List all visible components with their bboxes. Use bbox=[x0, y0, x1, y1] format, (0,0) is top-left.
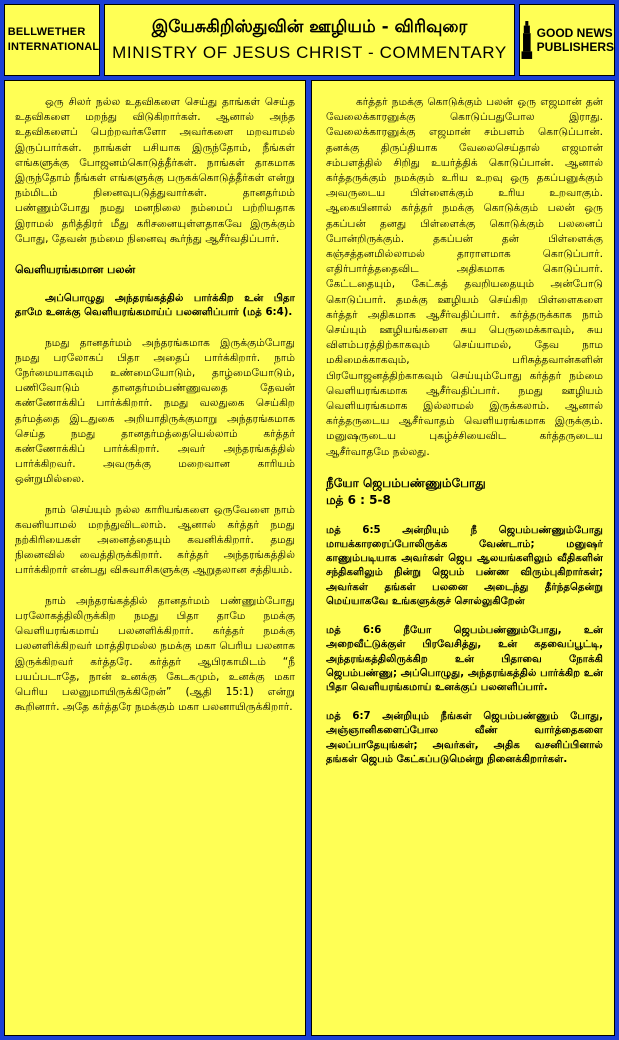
bellwether-logo bbox=[4, 4, 100, 76]
verse-quote: மத் 6:5 அன்றியும் நீ ஜெபம்பண்ணும்போது மாயக்காரரைப்போலிருக்க வேண்டாம்; மனுஷர் காணும்படியாக அவர்கள் ஜெப ஆலயங்களிலும் வீதிகளின் சந்திகளிலும் நின்று ஜெபம் பண்ண விரும்புகிறார்கள்; அவர்கள் தங்கள் பலனை அடைந்து தீர்ந்ததென்று மெய்யாகவே உங்களுக்குச் சொல்லுகிறேன் bbox=[326, 524, 603, 607]
right-column bbox=[311, 80, 615, 1036]
paragraph: நாம் செய்யும் நல்ல காரியங்களை ஒருவேளை நாம் கவனியாமல் மறந்துவிடலாம். ஆனால் கர்த்தர் நமது நற்கிரியைகள் அனைத்தையும் கவனிக்கிறார். தமது நினைவில் வைத்திருக்கிறார். கர்த்தர் அந்தரங்கத்தில் பார்க்கிறார் என்பது விசுவாசிகளுக்கு ஆறுதலான சத்தியம். bbox=[15, 503, 295, 577]
good-news-logo bbox=[519, 4, 615, 76]
scripture-reference: மத் 6 : 5-8 bbox=[326, 492, 391, 507]
page-header bbox=[4, 4, 615, 76]
bellwether-logo-text: BELLWETHER INTERNATIONAL bbox=[7, 26, 100, 53]
verse-quote: மத் 6:6 நீயோ ஜெபம்பண்ணும்போது, உன் அறைவீட்டுக்குள் பிரவேசித்து, உன் கதவைப்பூட்டி, அந்தரங்கத்திலிருக்கிற உன் பிதாவை நோக்கி ஜெபம்பண்ணு; அப்பொழுது, அந்தரங்கத்தில் பார்க்கிற உன் பிதா வெளியரங்கமாய் உனக்குப் பலனளிப்பார். bbox=[326, 625, 603, 693]
paragraph: நமது தானதர்மம் அந்தரங்கமாக இருக்கும்போது நமது பரலோகப் பிதா அதைப் பார்க்கிறார். நாம் நேர்மையாகவும் உண்மையோடும், தாழ்மையோடும், பணிவோடும் தானதர்மம்பண்ணுவதை தேவன் கண்ணோக்கிப் பார்க்கிறார். நமது வலதுகை செய்கிற தர்மத்தை இடதுகை அறியாதிருக்குமாறு அந்தரங்கமாக செய்த நமது தானதர்மத்தையெல்லாம் கர்த்தர் கண்ணோக்கிப் பார்க்கிறார். அவர் அந்தரங்கத்தில் பார்க்கிறவர். அவருக்கு மறைவான காரியம் ஒன்றுமில்லை. bbox=[15, 336, 295, 486]
verse-quote: மத் 6:7 அன்றியும் நீங்கள் ஜெபம்பண்ணும் போது, அஞ்ஞானிகளைப்போல வீண் வார்த்தைகளை அலப்பாதேயுங்கள்; அவர்கள், அதிக வசனிப்பினால் தங்கள் ஜெபம் கேட்கப்படுமென்று நினைக்கிறார்கள். bbox=[326, 711, 603, 765]
title-english: MINISTRY OF JESUS CHRIST - COMMENTARY bbox=[112, 43, 507, 62]
section-heading: நீயோ ஜெபம்பண்ணும்போது bbox=[326, 475, 486, 490]
title-tamil: இயேசுகிறிஸ்துவின் ஊழியம் - விரிவுரை bbox=[151, 17, 468, 37]
tower-icon bbox=[520, 15, 534, 65]
section-heading: வெளியரங்கமான பலன் bbox=[15, 263, 136, 277]
paragraph: கர்த்தர் நமக்கு கொடுக்கும் பலன் ஒரு எஜமான் தன் வேலைக்காரனுக்கு கொடுப்பதுபோல இராது. வேலைக்காரனுக்கு எஜமான் சம்பளம் கொடுப்பான். தனக்கு திருப்தியாக வேலைசெய்தால் எஜமான் சம்பளத்தில் சிறிது உயர்த்திக் கொடுப்பான். ஆனால் கர்த்தருக்கும் நமக்கும் உரிய உறவு ஒரு தகப்பனுக்கும் அவருடைய பிள்ளைக்கும் உரிய உறவாகும். ஆகையினால் கர்த்தர் நமக்கு கொடுக்கும் பலன் ஒரு தகப்பன் தனது பிள்ளைக்கு கொடுக்கும் பலனைப் போன்றிருக்கும். தகப்பன் தன் பிள்ளைக்கு கஞ்சத்தனமில்லாமல் தாராளமாக கொடுப்பார். எதிர்பார்த்ததைவிட அதிகமாக கொடுப்பார். கேட்டதையும், கேட்கத் தவறியதையும் அன்போடு கொடுப்பார். தமக்கு ஊழியம் செய்கிற பிள்ளைகளை கர்த்தர் அதிகமாக ஆசீர்வதிப்பார். கர்த்தருக்காக நாம் செய்யும் ஊழியங்களை சுய பெருமைக்காவும், சுய விளம்பரத்திற்காகவும் செய்யாமல், தேவ நாம மகிமைக்காகவும், பரிசுத்தவான்களின் பிரயோஜனத்திற்காகவும் செய்யும்போது கர்த்தர் நம்மை வெளியரங்கமாக ஆசீர்வதிப்பார். நமது ஊழியம் வெளியரங்கமாக இல்லாமல் இருக்கலாம். ஆனால் கர்த்தருடைய ஆசீர்வாதம் வெளியரங்கமாக இருக்கும். மனுஷருடைய புகழ்ச்சியைவிட கர்த்தருடைய ஆசீர்வாதமே நல்லது. bbox=[326, 96, 603, 458]
good-news-logo-text: GOOD NEWS PUBLISHERS bbox=[536, 26, 614, 54]
paragraph: ஒரு சிலர் நல்ல உதவிகளை செய்து தாங்கள் செய்த உதவிகளை மறந்து விடுகிறார்கள். ஆனால் அந்த உதவிகளைப் பெற்றவர்களோ அவர்களை மறவாமல் இருப்பார்கள். நாங்கள் பசியாக இருந்தோம், நீங்கள் எங்களுக்கு போஜனம்கொடுத்தீர்கள். நாங்கள் தாகமாக இருந்தோம் நீங்கள் எங்களுக்கு பருகக்கொடுத்தீர்கள் என்று நம்மிடம் நினைவுபடுத்துவார்கள். தானதர்மம் பண்ணும்போது நமது மனநிலை நம்மைப் பற்றியதாக இராமல் தரித்திரர் மீது கரிசனையுள்ளதாகவே இருக்கும் போது, தேவன் நம்மை நினைவு கூர்ந்து ஆசீர்வதிப்பார். bbox=[15, 96, 295, 245]
verse-quote: அப்பொழுது அந்தரங்கத்தில் பார்க்கிற உன் பிதா தாமே உனக்கு வெளியரங்கமாய்ப் பலனளிப்பார் (மத் 6:4). bbox=[15, 293, 295, 319]
left-column bbox=[4, 80, 306, 1036]
title-banner bbox=[104, 4, 515, 76]
paragraph: நாம் அந்தரங்கத்தில் தானதர்மம் பண்ணும்போது பரலோகத்திலிருக்கிற நமது பிதா தாமே நமக்கு வெளியரங்கமாய் பலனளிக்கிறார். கர்த்தர் நமக்கு பலனளிக்கிறவர் மாத்திரமல்ல நமக்கு மகா பெரிய பலனாக இருக்கிறவர் கர்த்தரே. கர்த்தர் ஆபிரகாமிடம் “நீ பயப்படாதே, நான் உனக்கு கேடகமும், உனக்கு மகா பெரிய பலனுமாயிருக்கிறேன்” (ஆதி 15:1) என்று கூறினார். அதே கர்த்தரே நமக்கும் மகா பலனாயிருக்கிறார். bbox=[15, 594, 295, 714]
